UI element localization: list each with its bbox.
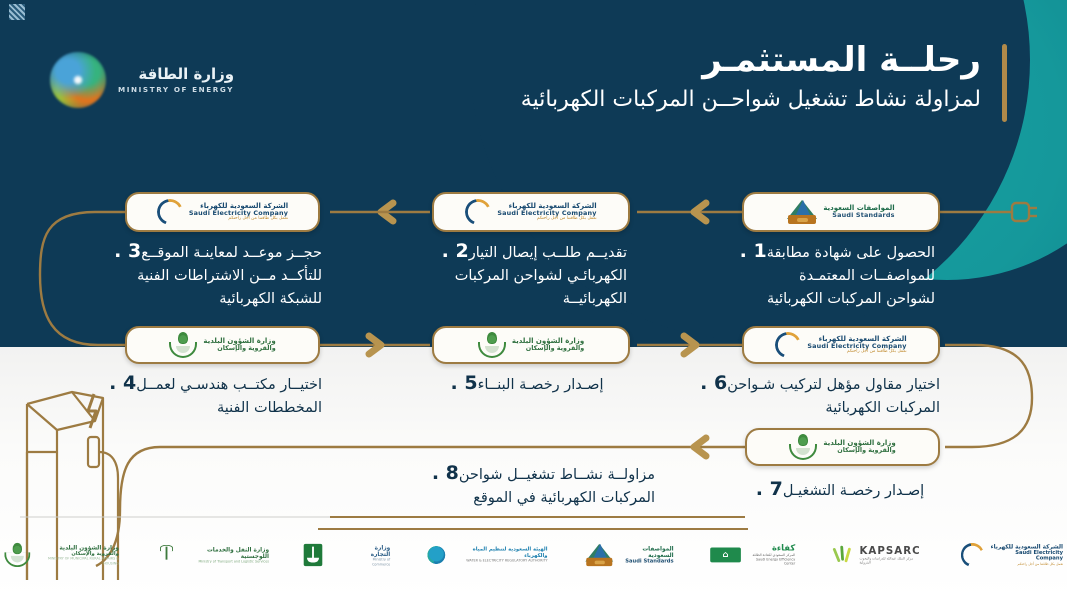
footer-logo-kapsarc: [832, 546, 924, 565]
saso-logo: [787, 200, 894, 224]
kapsarc-mark-icon: [832, 546, 855, 565]
sec-mark-icon: [775, 332, 801, 358]
footer-momra-ar: وزارة الشؤون البلدية: [59, 544, 119, 552]
sec-logo-ar: الشركة السعودية للكهرباء: [508, 201, 597, 210]
step-3-line-1: حجــز موعــد لمعاينـة الموقــع: [141, 245, 322, 261]
footer-logo-saudi-emblem: [304, 544, 323, 566]
footer-moc-ar: وزارة التجارة: [371, 544, 391, 558]
sec-mark-icon: [157, 199, 183, 225]
step-1-card[interactable]: [742, 192, 940, 232]
footer-sec-ar: الشركة السعودية للكهرباء: [990, 543, 1064, 551]
step-3-card[interactable]: [125, 192, 320, 232]
step-8-line-1: مزاولــة نشــاط تشغيــل شواحن: [458, 467, 655, 483]
footer-momra-ar2: والقروية والإسكان: [71, 551, 119, 557]
step-3-label: حجــز موعــد لمعاينـة الموقــع3 . للتأكــد مــن الاشتراطات الفنية للشبكة الكهربائية: [114, 240, 322, 307]
sec-logo-sub: نعمل بكل طاقتنا من أجل راحتكم: [228, 215, 289, 221]
footer-mot-ar: وزارة النقل والخدمات اللوجستية: [207, 546, 270, 560]
step-6-number: 6: [713, 372, 728, 394]
sec-mark-icon: [465, 199, 491, 225]
momra-logo-ar: وزارة الشؤون البلدية: [823, 438, 896, 447]
page-title: رحلــة المستثمـر: [702, 40, 981, 80]
footer-saso-en: Saudi Standards: [625, 558, 674, 565]
momra-logo-ar2: والقروية والإسكان: [525, 344, 585, 353]
step-7-line-1: إصـدار رخصـة التشغيـل: [782, 483, 925, 499]
mot-mark-icon: [157, 545, 175, 565]
step-8-number: 8: [445, 462, 459, 484]
footer-logo-mot: [157, 545, 269, 565]
step-5-label: إصـدار رخصـة البنــاء5 .: [450, 372, 604, 394]
step-6-line-2: المركبات الكهربائية: [825, 399, 940, 416]
step-4-line-1: اختيــار مكتــب هندسـي لعمــل: [136, 377, 322, 393]
step-2-card[interactable]: [432, 192, 630, 232]
page-subtitle: لمزاولة نشاط تشغيل شواحــن المركبات الكهربائية: [520, 87, 981, 113]
step-1-label: الحصول على شهادة مطابقة1 . للمواصفــات المعتمـدة لشواحن المركبات الكهربائية: [739, 240, 935, 307]
footer-sec-sub: نعمل بكل طاقتنا من أجل راحتكم: [1017, 562, 1064, 567]
footer-logo-wera: [427, 545, 548, 565]
wera-mark-icon: [427, 545, 447, 565]
step-4-card[interactable]: [125, 326, 320, 364]
step-2-line-1: تقديــم طلــب إيصال التيار: [468, 245, 627, 261]
step-6-line-1: اختيار مقاول مؤهل لتركيب شـواحن: [727, 377, 940, 393]
footer-kapsarc-sub: مركز الملك عبدالله للدراسات والبحوث البترولية: [859, 556, 914, 565]
footer-kapsarc-en: KAPSARC: [859, 544, 922, 557]
step-1-line-1: الحصول على شهادة مطابقة: [766, 245, 935, 261]
footer-divider: [318, 528, 748, 530]
step-3-line-2: للتأكــد مــن الاشتراطات الفنية: [137, 267, 322, 284]
step-5-card[interactable]: [432, 326, 630, 364]
saso-mark-icon: [585, 544, 612, 566]
footer-logo-kafaa: [710, 544, 795, 566]
step-1-line-2: للمواصفــات المعتمـدة: [799, 267, 935, 284]
sec-logo-ar: الشركة السعودية للكهرباء: [200, 201, 289, 210]
footer-logo-saso: [585, 544, 673, 566]
footer-mot-en: Ministry of Transport and Logistic Services: [198, 559, 270, 564]
step-1-number: 1: [753, 240, 767, 262]
footer-wera-ar: الهيئة السعودية لتنظيم المياه والكهرباء: [472, 547, 548, 559]
footer-logo-bar: [0, 528, 1067, 600]
footer-logo-sec: [961, 543, 1063, 567]
sec-logo-ar: الشركة السعودية للكهرباء: [818, 334, 907, 343]
saso-logo-en: Saudi Standards: [832, 211, 895, 220]
footer-sec-en: Saudi Electricity Company: [1015, 550, 1064, 562]
momra-mark-icon: [4, 543, 29, 567]
sec-logo-sub: نعمل بكل طاقتنا من أجل راحتكم: [846, 348, 907, 354]
momra-logo: [478, 332, 584, 358]
momra-mark-icon: [169, 332, 197, 358]
footer-kafaa-sub: المركز السعودي لكفاءة الطاقة: [752, 553, 796, 558]
momra-logo-ar2: والقروية والإسكان: [837, 446, 896, 455]
footer-kafaa-en: Saudi Energy Efficiency Center: [755, 557, 796, 566]
sec-logo-en: Saudi Electricity Company: [188, 209, 289, 217]
step-7-number: 7: [769, 478, 783, 500]
step-4-number: 4: [123, 372, 137, 394]
momra-logo-ar2: والقروية والإسكان: [217, 344, 276, 353]
ministry-name-en: MINISTRY OF ENERGY: [118, 84, 235, 94]
momra-logo: [169, 332, 275, 358]
saso-mark-icon: [787, 200, 817, 224]
footer-kafaa-ar: كفاءة: [771, 544, 796, 554]
step-3-number: 3: [127, 240, 142, 262]
sec-logo: [157, 199, 288, 225]
footer-logo-momra: [4, 543, 119, 567]
step-8-label: مزاولــة نشــاط تشغيــل شواحن8 . المركبات الكهربائية في الموقع: [431, 462, 655, 506]
step-4-line-2: المخططات الفنية: [217, 399, 322, 416]
step-6-card[interactable]: [742, 326, 940, 364]
sec-logo: [775, 332, 906, 358]
footer-wera-en: WATER & ELECTRICITY REGULATORY AUTHORITY: [466, 558, 548, 563]
step-2-line-2: الكهربائـي لشواحن المركبات: [454, 267, 627, 284]
sec-logo: [465, 199, 596, 225]
step-2-line-3: الكهربائيــة: [562, 290, 627, 307]
momra-logo-ar: وزارة الشؤون البلدية: [203, 336, 276, 345]
step-3-line-3: للشبكة الكهربائية: [219, 290, 322, 307]
step-1-line-3: لشواحن المركبات الكهربائية: [766, 290, 935, 307]
momra-logo: [789, 434, 895, 460]
sec-mark-icon: [961, 543, 984, 567]
footer-moc-en: Ministry of Commerce: [372, 557, 391, 566]
sec-logo-en: Saudi Electricity Company: [497, 209, 597, 217]
sec-logo-sub: نعمل بكل طاقتنا من أجل راحتكم: [536, 215, 597, 221]
step-2-number: 2: [455, 240, 469, 262]
step-5-line-1: إصـدار رخصـة البنــاء: [477, 377, 604, 393]
step-7-card[interactable]: [745, 428, 940, 466]
saso-logo-ar: المواصفات السعودية: [823, 203, 895, 212]
saudi-emblem-icon: [304, 544, 323, 566]
step-6-label: اختيار مقاول مؤهل لتركيب شـواحن6 . المركبات الكهربائية: [700, 372, 940, 416]
step-4-label: اختيــار مكتــب هندسـي لعمــل4 . المخططات الفنية: [109, 372, 322, 416]
footer-saso-ar: المواصفات السعودية: [642, 545, 674, 559]
sec-logo-en: Saudi Electricity Company: [807, 342, 907, 350]
step-8-line-2: المركبات الكهربائية في الموقع: [473, 489, 655, 506]
footer-logo-moc: [355, 544, 391, 565]
step-5-number: 5: [464, 372, 478, 394]
kafaa-mark-icon: ⌂: [710, 548, 741, 563]
step-2-label: تقديــم طلــب إيصال التيار2 . الكهربائـي لشواحن المركبات الكهربائيــة: [441, 240, 627, 307]
momra-logo-ar: وزارة الشؤون البلدية: [511, 336, 585, 345]
momra-mark-icon: [478, 332, 506, 358]
footer-momra-en: MINISTRY OF MUNICIPAL RURAL AFFAIRS & HOUSING: [48, 557, 119, 566]
ministry-name-ar: وزارة الطاقة: [138, 65, 235, 84]
momra-mark-icon: [789, 434, 817, 460]
step-7-label: إصـدار رخصـة التشغيـل7 .: [755, 478, 925, 500]
